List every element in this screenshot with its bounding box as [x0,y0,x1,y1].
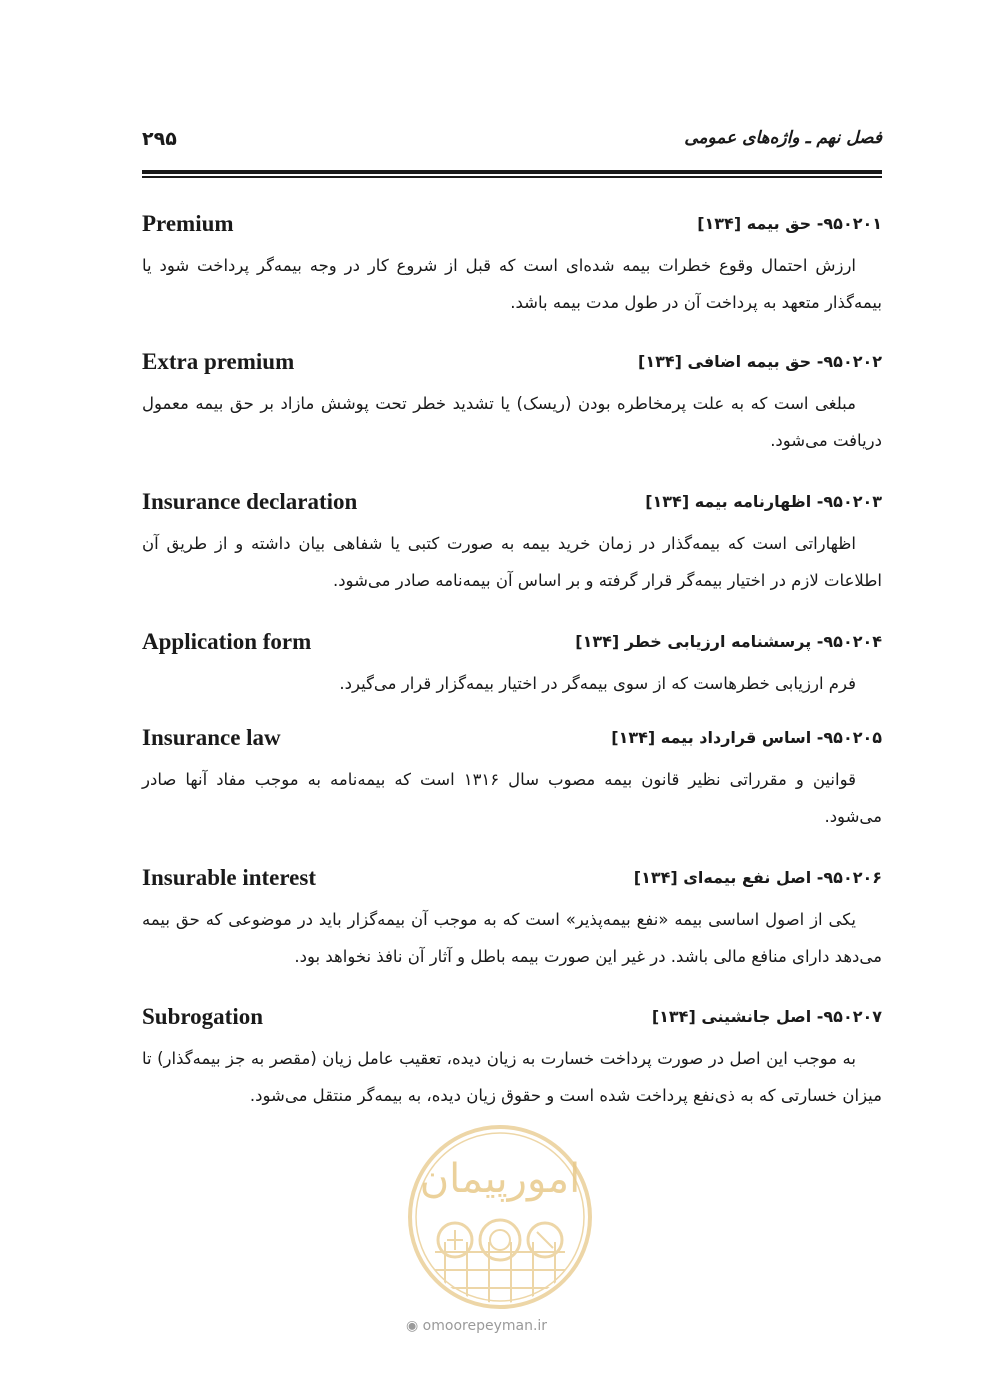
header-rule-thick [142,170,882,174]
term-definition: به موجب این اصل در صورت پرداخت خسارت به زیان دیده، تعقیب عامل زیان (مقصر به جز بیمه‌گذار) تا میزان خسارتی که به ذی‌نفع پرداخت شده است و حقوق زیان دیده، به بیمه‌گر منتقل می‌شود. [142,1049,882,1105]
term-definition: یکی از اصول اساسی بیمه «نفع بیمه‌پذیر» است که به موجب آن بیمه‌گزار باید در موضوعی که حق بیمه می‌دهد دارای منافع مالی باشد. در غیر این صورت بیمه باطل و آثار آن نافذ نخواهد بود. [142,910,882,966]
glossary-entry [142,489,882,629]
page-header [142,128,882,160]
term-english: Extra premium [142,349,295,374]
term-definition: اظهاراتی است که بیمه‌گذار در زمان خرید بیمه به صورت کتبی یا شفاهی بیان داشته و از طریق آن اطلاعات لازم در اختیار بیمه‌گر قرار گرفته و بر اساس آن بیمه‌نامه صادر می‌شود. [142,534,882,590]
term-english: Insurance declaration [142,489,358,514]
term-persian: ۹۵۰۲۰۴- پرسشنامه ارزیابی خطر [۱۳۴] [575,632,882,651]
header-rule-thin [142,176,882,178]
glossary-entry [142,865,882,1004]
term-persian: ۹۵۰۲۰۷- اصل جانشینی [۱۳۴] [651,1007,882,1026]
term-persian: ۹۵۰۲۰۶- اصل نفع بیمه‌ای [۱۳۴] [633,868,882,887]
term-english: Subrogation [142,1004,264,1029]
term-english: Insurance law [142,725,281,750]
term-persian: ۹۵۰۲۰۵- اساس قرارداد بیمه [۱۳۴] [611,728,882,747]
watermark-logo [405,1122,595,1312]
chapter-title: فصل نهم ـ واژه‌های عمومی [684,128,882,148]
glossary-entry [142,349,882,489]
glossary-content [142,211,882,1164]
watermark-url [406,1318,547,1334]
term-english: Insurable interest [142,865,316,890]
watermark-logo-text: امورپیمان [419,1156,581,1202]
term-english: Application form [142,629,312,654]
page-number: ۲۹۵ [142,128,177,150]
term-definition: فرم ارزیابی خطرهاست که از سوی بیمه‌گر در اختیار بیمه‌گزار قرار می‌گیرد. [339,674,856,693]
glossary-entry [142,725,882,865]
glossary-entry [142,629,882,725]
term-persian: ۹۵۰۲۰۲- حق بیمه اضافی [۱۳۴] [638,352,882,371]
term-english: Premium [142,211,234,236]
term-definition: مبلغی است که به علت پرمخاطره بودن (ریسک) یا تشدید خطر تحت پوشش مازاد بر حق بیمه معمول دریافت می‌شود. [142,394,882,450]
glossary-entry [142,211,882,349]
term-definition: قوانین و مقرراتی نظیر قانون بیمه مصوب سال ۱۳۱۶ است که بیمه‌نامه به موجب مفاد آنها صادر می‌شود. [142,770,882,826]
watermark-url-text: omoorepeyman.ir [422,1318,548,1334]
term-persian: ۹۵۰۲۰۱- حق بیمه [۱۳۴] [697,214,882,233]
at-icon: ◉ [406,1318,419,1334]
term-persian: ۹۵۰۲۰۳- اظهارنامه بیمه [۱۳۴] [645,492,882,511]
term-definition: ارزش احتمال وقوع خطرات بیمه شده‌ای است که قبل از شروع کار در وجه بیمه‌گر پرداخت شود یا بیمه‌گذار متعهد به پرداخت آن در طول مدت بیمه باشد. [142,256,882,312]
